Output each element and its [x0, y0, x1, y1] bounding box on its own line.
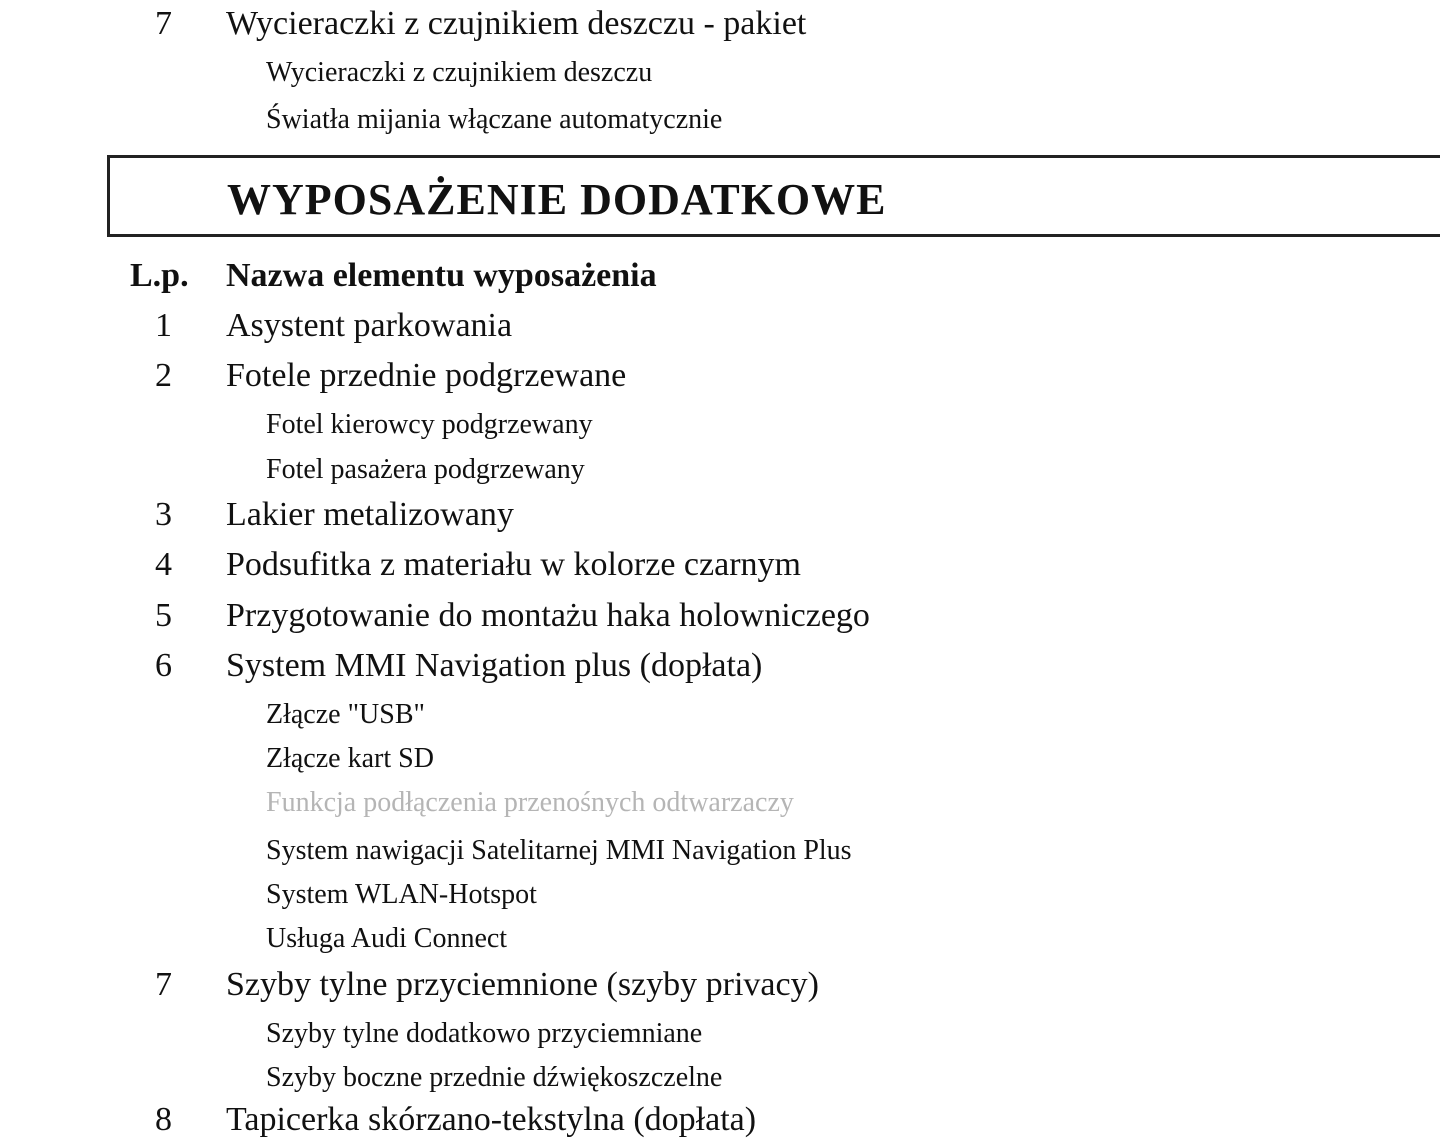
item-number: 2 [155, 357, 172, 394]
sub-item: System nawigacji Satelitarnej MMI Navigation Plus [266, 835, 852, 866]
sub-item-faded: Funkcja podłączenia przenośnych odtwarzaczy [266, 787, 794, 818]
sub-item: Wycieraczki z czujnikiem deszczu [266, 57, 653, 88]
sub-item: System WLAN-Hotspot [266, 879, 537, 910]
item-title: Asystent parkowania [226, 307, 513, 344]
item-title: Podsufitka z materiału w kolorze czarnym [226, 546, 801, 583]
item-title: Przygotowanie do montażu haka holowniczego [226, 597, 870, 634]
section-header-box [107, 155, 1440, 237]
sub-item: Złącze "USB" [266, 699, 425, 730]
sub-item: Światła mijania włączane automatycznie [266, 104, 723, 135]
column-header-number: L.p. [130, 257, 189, 294]
item-number: 7 [155, 966, 172, 1003]
item-title: Lakier metalizowany [226, 496, 514, 533]
sub-item: Szyby tylne dodatkowo przyciemniane [266, 1018, 703, 1049]
item-number: 4 [155, 546, 172, 583]
item-title: System MMI Navigation plus (dopłata) [226, 647, 763, 684]
item-number: 3 [155, 496, 172, 533]
item-number: 8 [155, 1101, 172, 1138]
sub-item: Usługa Audi Connect [266, 923, 508, 954]
sub-item: Złącze kart SD [266, 743, 434, 774]
sub-item: Fotel kierowcy podgrzewany [266, 409, 593, 440]
item-number: 1 [155, 307, 172, 344]
item-title: Tapicerka skórzano-tekstylna (dopłata) [226, 1101, 757, 1138]
item-number: 6 [155, 647, 172, 684]
sub-item: Szyby boczne przednie dźwiękoszczelne [266, 1062, 723, 1093]
item-number: 7 [155, 5, 172, 42]
item-number: 5 [155, 597, 172, 634]
section-title: WYPOSAŻENIE DODATKOWE [227, 175, 887, 224]
item-title: Szyby tylne przyciemnione (szyby privacy) [226, 966, 819, 1003]
item-title: Fotele przednie podgrzewane [226, 357, 627, 394]
item-title: Wycieraczki z czujnikiem deszczu - pakiet [226, 5, 807, 42]
column-header-name: Nazwa elementu wyposażenia [226, 257, 657, 294]
sub-item: Fotel pasażera podgrzewany [266, 454, 585, 485]
